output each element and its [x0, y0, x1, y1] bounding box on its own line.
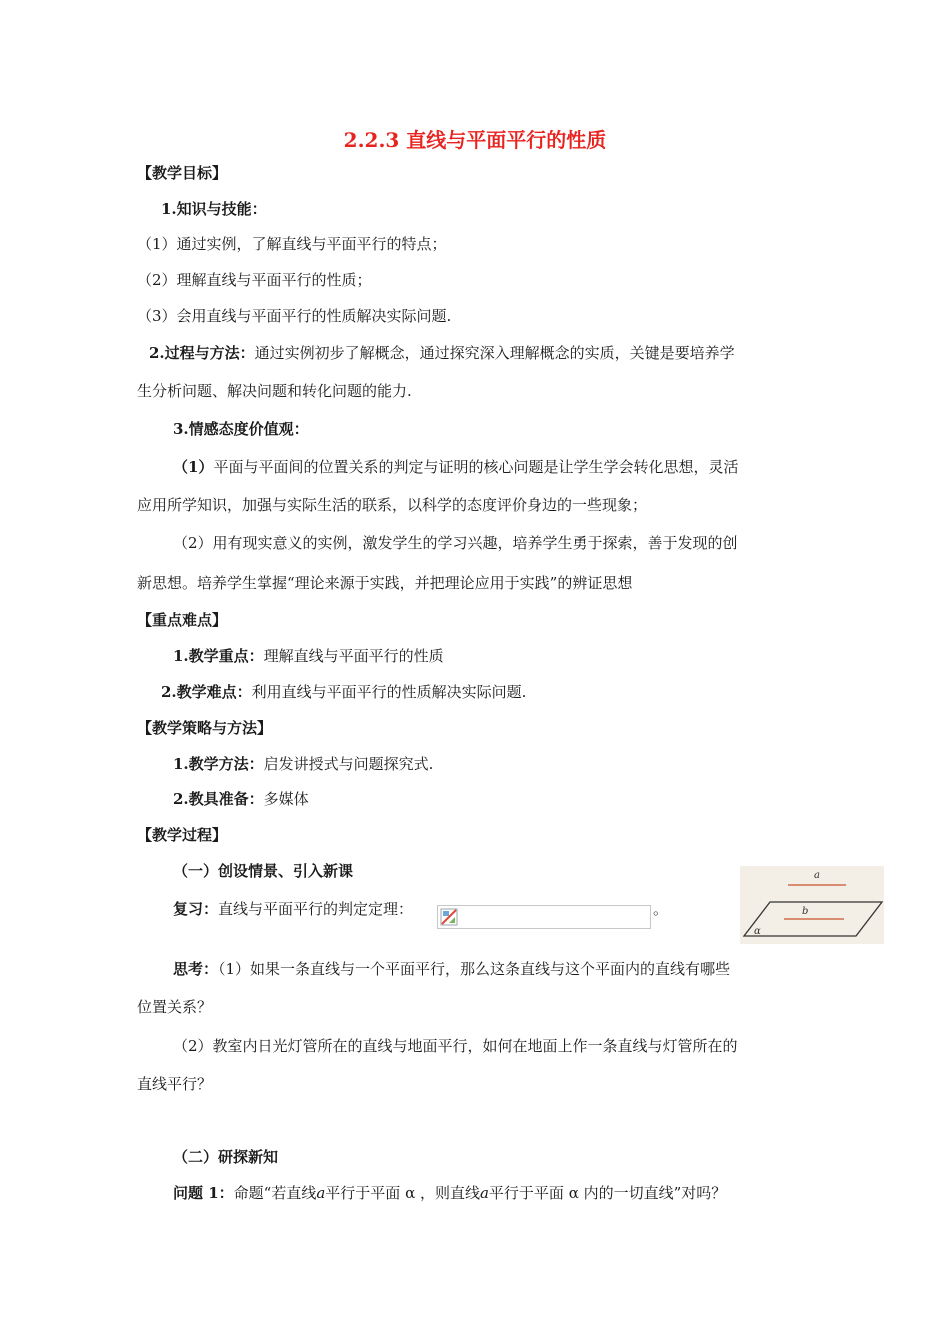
section2-heading: （二）研探新知	[173, 1148, 279, 1166]
emotion-item-1-text: 平面与平面间的位置关系的判定与证明的核心问题是让学生学会转化思想，灵活	[213, 458, 739, 476]
keypoints-heading: 【重点难点】	[137, 611, 228, 629]
review-text: 直线与平面平行的判定定理：	[218, 900, 414, 918]
question-1-text-part: 平行于平面 α ，则直线	[325, 1184, 480, 1202]
goals-heading: 【教学目标】	[137, 164, 228, 182]
review-line	[173, 899, 413, 919]
var-a: a	[316, 1184, 326, 1202]
knowledge-heading: 1.知识与技能：	[161, 200, 267, 218]
emotion-item-1-continued: 应用所学知识，加强与实际生活的联系，以科学的态度评价身边的一些现象；	[137, 496, 648, 514]
teaching-process-heading: 【教学过程】	[137, 826, 228, 844]
think-item-1: （1）如果一条直线与一个平面平行，那么这条直线与这个平面内的直线有哪些	[218, 960, 731, 978]
emotion-item-2: （2）用有现实意义的实例，激发学生的学习兴趣，培养学生勇于探索，善于发现的创	[173, 534, 738, 552]
plane-alpha-label: α	[754, 926, 761, 937]
review-end-mark: 。	[653, 900, 669, 918]
focus-text: 理解直线与平面平行的性质	[263, 647, 444, 665]
process-text-continued: 生分析问题、解决问题和转化问题的能力.	[137, 382, 412, 400]
method-text: 启发讲授式与问题探究式.	[263, 755, 434, 773]
broken-image-icon	[440, 908, 458, 926]
page-title: 2.2.3 直线与平面平行的性质	[343, 128, 607, 152]
emotion-item-1	[173, 457, 738, 477]
knowledge-item: （2）理解直线与平面平行的性质；	[137, 271, 372, 289]
tools-line	[173, 789, 309, 809]
difficulty-line	[161, 682, 526, 702]
process-text: 通过实例初步了解概念，通过探究深入理解概念的实质，关键是要培养学	[254, 344, 735, 362]
think-item-2-continued: 直线平行？	[137, 1075, 213, 1093]
var-a: a	[479, 1184, 489, 1202]
focus-label: 1.教学重点：	[173, 647, 264, 665]
difficulty-label: 2.教学难点：	[161, 683, 252, 701]
focus-line	[173, 646, 444, 666]
difficulty-text: 利用直线与平面平行的性质解决实际问题.	[251, 683, 527, 701]
method-line	[173, 754, 433, 774]
think-label: 思考：	[173, 960, 219, 978]
strategy-heading: 【教学策略与方法】	[137, 719, 273, 737]
figure-background	[740, 866, 884, 944]
question-1-text-part: 平行于平面 α 内的一切直线”对吗？	[488, 1184, 727, 1202]
plane-figure	[740, 866, 884, 944]
line-a-label: a	[814, 870, 820, 881]
think-item-1-continued: 位置关系？	[137, 998, 213, 1016]
emotion-item-2-continued: 新思想。培养学生掌握“理论来源于实践，并把理论应用于实践”的辨证思想	[137, 574, 633, 592]
question-1-text-part: 命题“若直线	[233, 1184, 317, 1202]
process-label: 2.过程与方法：	[149, 344, 255, 362]
think-item-2: （2）教室内日光灯管所在的直线与地面平行，如何在地面上作一条直线与灯管所在的	[173, 1037, 738, 1055]
review-label: 复习：	[173, 900, 219, 918]
emotion-item-1-label: （1）	[173, 458, 214, 476]
think-line-1	[173, 959, 730, 979]
line-b-label: b	[802, 906, 809, 917]
broken-image-placeholder	[437, 905, 651, 929]
process-paragraph	[149, 343, 735, 363]
question-1	[173, 1183, 726, 1203]
question-1-label: 问题 1：	[173, 1184, 234, 1202]
knowledge-item: （3）会用直线与平面平行的性质解决实际问题.	[137, 307, 452, 325]
section1-heading: （一）创设情景、引入新课	[173, 862, 354, 880]
knowledge-item: （1）通过实例，了解直线与平面平行的特点；	[137, 235, 447, 253]
tools-label: 2.教具准备：	[173, 790, 264, 808]
method-label: 1.教学方法：	[173, 755, 264, 773]
tools-text: 多媒体	[263, 790, 309, 808]
emotion-heading: 3.情感态度价值观：	[173, 420, 309, 438]
